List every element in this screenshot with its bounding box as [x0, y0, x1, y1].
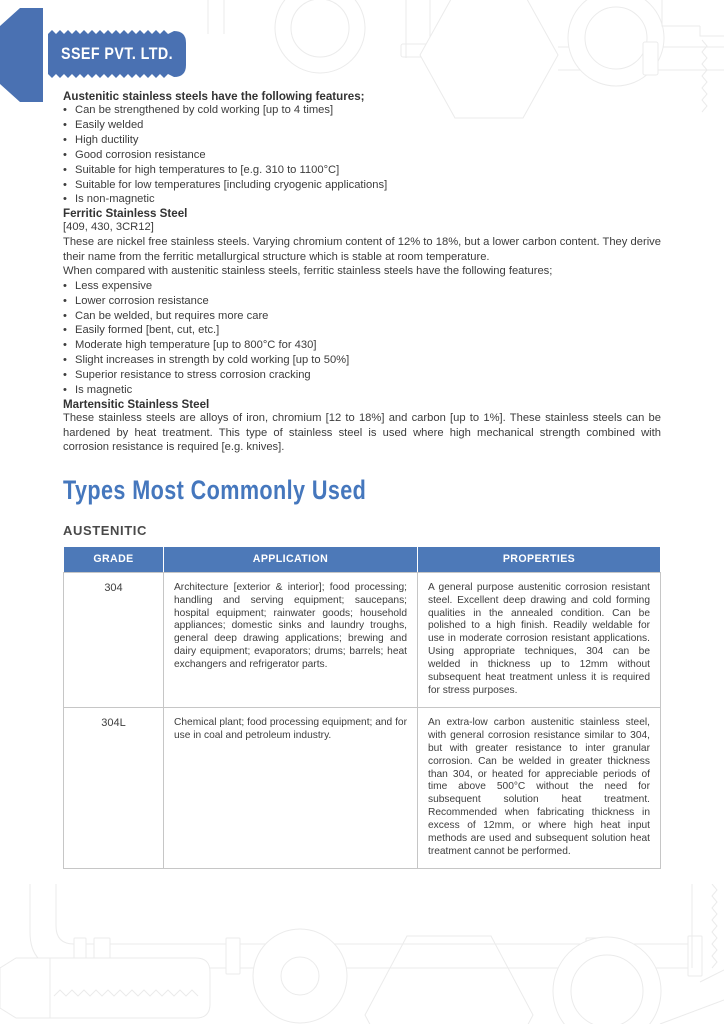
- column-header-properties: PROPERTIES: [418, 546, 661, 572]
- austenitic-features-list: [63, 103, 661, 207]
- properties-cell: An extra-low carbon austenitic stainless steel, with general corrosion resistance similar to 304, but with greater resistance to inter granular corrosion. Can be welded in greater thickness than 304, or heated for appreciable periods of time above 500°C without the need for subsequent solution heat treatment. Recommended when fabricating thickness in excess of 12mm, or where high heat input methods are used and subsequent solution heat treatment cannot be performed.: [418, 707, 661, 868]
- grades-table: [63, 546, 661, 869]
- column-header-application: APPLICATION: [164, 546, 418, 572]
- bullet-item: • Lower corrosion resistance: [63, 294, 661, 309]
- document-body: [63, 90, 661, 869]
- grade-cell: 304: [64, 572, 164, 707]
- bullet-item: • Moderate high temperature [up to 800°C for 430]: [63, 338, 661, 353]
- ferritic-paragraph-1: These are nickel free stainless steels. Varying chromium content of 12% to 18%, but a lower carbon content. They derive their name from the ferritic metallurgical structure which is stable at room temperature.: [63, 235, 661, 263]
- bullet-item: • Is magnetic: [63, 383, 661, 398]
- bullet-item: • Can be strengthened by cold working [up to 4 times]: [63, 103, 661, 118]
- martensitic-heading: Martensitic Stainless Steel: [63, 397, 210, 411]
- bullet-item: • High ductility: [63, 133, 661, 148]
- bullet-item: • Good corrosion resistance: [63, 148, 661, 163]
- ferritic-heading: Ferritic Stainless Steel: [63, 207, 188, 221]
- table-header-row: [64, 546, 661, 572]
- grade-cell: 304L: [64, 707, 164, 868]
- austenitic-table-label: AUSTENITIC: [63, 522, 147, 538]
- pipe-lineart-bottom-icon: [0, 884, 724, 1024]
- table-row: [64, 707, 661, 868]
- bullet-item: • Easily formed [bent, cut, etc.]: [63, 323, 661, 338]
- column-header-grade: GRADE: [64, 546, 164, 572]
- austenitic-features-heading: Austenitic stainless steels have the following features;: [63, 90, 365, 103]
- bullet-item: • Can be welded, but requires more care: [63, 309, 661, 324]
- application-cell: Chemical plant; food processing equipment; and for use in coal and petroleum industry.: [164, 707, 418, 868]
- ferritic-features-list: [63, 279, 661, 398]
- martensitic-paragraph: These stainless steels are alloys of iron, chromium [12 to 18%] and carbon [up to 1%]. These stainless steels can be hardened by heat treatment. This type of stainless steel is used where high mechanical strength combined with corrosion resistance is required [e.g. knives].: [63, 411, 661, 454]
- bullet-item: • Suitable for high temperatures to [e.g. 310 to 1100°C]: [63, 163, 661, 178]
- bullet-item: • Suitable for low temperatures [including cryogenic applications]: [63, 178, 661, 193]
- bullet-item: • Superior resistance to stress corrosion cracking: [63, 368, 661, 383]
- application-cell: Architecture [exterior & interior]; food processing; handling and serving equipment; saucepans; hospital equipment; rainwater goods; household appliances; domestic sinks and laundry troughs, general deep drawing applications; brewing and dairy equipment; evaporators; drums; barrels; heat exchangers and refrigerator parts.: [164, 572, 418, 707]
- ferritic-grades-line: [409, 430, 3CR12]: [63, 221, 154, 234]
- brand-banner: [0, 0, 220, 115]
- ferritic-paragraph-2: When compared with austenitic stainless steels, ferritic stainless steels have the following features;: [63, 265, 553, 278]
- table-row: [64, 572, 661, 707]
- bullet-item: • Is non-magnetic: [63, 192, 661, 207]
- company-name: SSEF PVT. LTD.: [61, 43, 173, 63]
- bullet-item: • Less expensive: [63, 279, 661, 294]
- bullet-item: • Slight increases in strength by cold working [up to 50%]: [63, 353, 661, 368]
- properties-cell: A general purpose austenitic corrosion resistant steel. Excellent deep drawing and cold forming qualities in the annealed condition. Can be polished to a high finish. Readily weldable for use in moderate corrosion resistant applications. Using appropriate techniques, 304 can be welded in thickness up to 12mm without subsequent heat treatment unless it is required for stress purposes.: [418, 572, 661, 707]
- types-most-commonly-used-title: Types Most Commonly Used: [63, 474, 367, 505]
- bullet-item: • Easily welded: [63, 118, 661, 133]
